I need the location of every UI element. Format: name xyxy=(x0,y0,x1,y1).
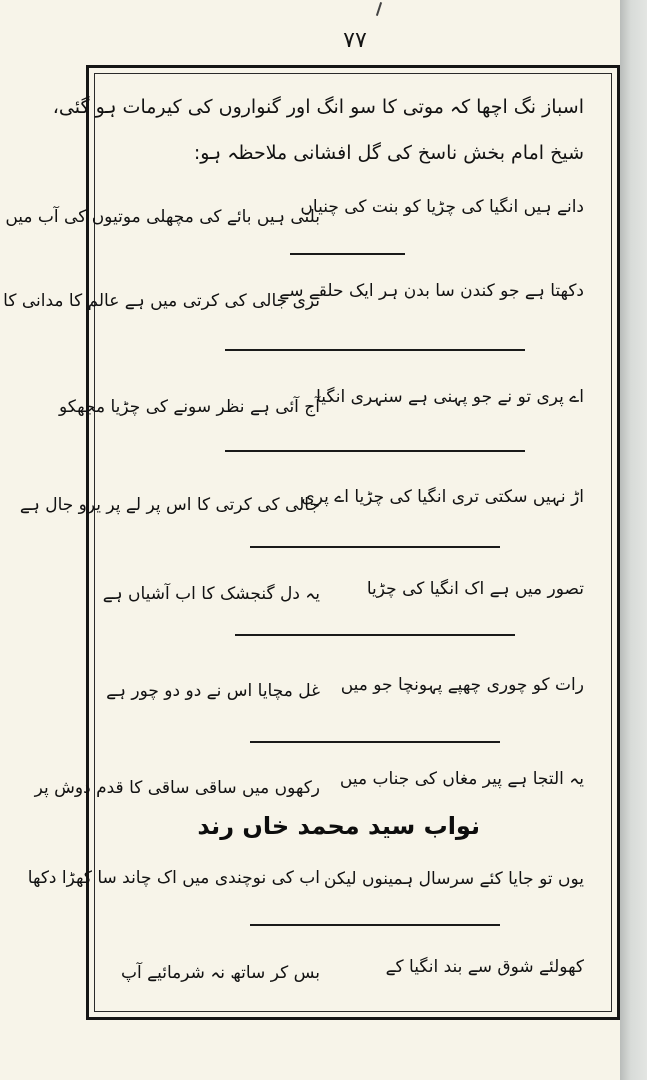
couplet-second-hemistich: اب کی نوچندی میں اک چاند سا کھڑا دکھا xyxy=(27,868,320,888)
poet-heading: نواب سید محمد خاں رند xyxy=(197,812,480,840)
couplet-second-hemistich: بلتی ہیں بائے کی مچھلی موتیوں کی آب میں xyxy=(5,207,320,227)
couplet-first-hemistich: اڑ نہیں سکتی تری انگیا کی چڑیا اے پری xyxy=(301,487,584,507)
couplet-second-hemistich: رکھوں میں ساقی ساقی کا قدم دوش پر xyxy=(34,778,320,798)
couplet-second-hemistich: یہ دل گنجشک کا اب آشیاں ہے xyxy=(102,584,320,604)
intro-line: شیخ امام بخش ناسخ کی گل افشانی ملاحظہ ہو: xyxy=(193,142,584,164)
couplet-first-hemistich: اے پری تو نے جو پہنی ہے سنہری انگیا xyxy=(316,387,584,407)
couplet-second-hemistich: جالی کی کرتی کا اس پر لے پر یرو جال ہے xyxy=(19,495,320,515)
couplet-first-hemistich: یہ التجا ہے پیر مغاں کی جناب میں xyxy=(339,769,584,789)
scanner-background-edge xyxy=(620,0,647,1080)
couplet-separator xyxy=(250,546,500,548)
couplet-separator xyxy=(290,253,405,255)
couplet-separator xyxy=(225,349,525,351)
page-number: ۷۷ xyxy=(343,28,367,53)
couplet-first-hemistich: دانے ہیں انگیا کی چڑیا کو بنت کی چنیاں xyxy=(300,197,584,217)
couplet-first-hemistich: یوں تو جایا کئے سرسال ہمینوں لیکن xyxy=(323,869,584,889)
couplet-separator xyxy=(225,450,525,452)
couplet-first-hemistich: کھولئے شوق سے بند انگیا کے xyxy=(385,957,584,977)
couplet-second-hemistich: تری جالی کی کرتی میں ہے عالم کا مدانی کا xyxy=(3,291,320,311)
couplet-second-hemistich: آج آئی ہے نظر سونے کی چڑیا مجھکو xyxy=(59,397,320,417)
couplet-separator xyxy=(250,924,500,926)
ink-mark xyxy=(376,2,382,16)
couplet-second-hemistich: غل مچایا اس نے دو دو چور ہے xyxy=(106,681,320,701)
couplet-second-hemistich: بس کر ساتھ نہ شرمائیے آپ xyxy=(121,963,320,983)
intro-line: اسباز نگ اچھا کہ موتی کا سو انگ اور گنواروں کی کیرمات ہو گئی، xyxy=(52,96,584,118)
couplet-first-hemistich: رات کو چوری چھپے پہونچا جو میں xyxy=(340,675,584,695)
couplet-separator xyxy=(235,634,515,636)
couplet-first-hemistich: تصور میں ہے اک انگیا کی چڑیا xyxy=(366,579,584,599)
couplet-separator xyxy=(250,741,500,743)
couplet-first-hemistich: دکھتا ہے جو کندن سا بدن ہر ایک حلقے سے xyxy=(279,281,584,301)
